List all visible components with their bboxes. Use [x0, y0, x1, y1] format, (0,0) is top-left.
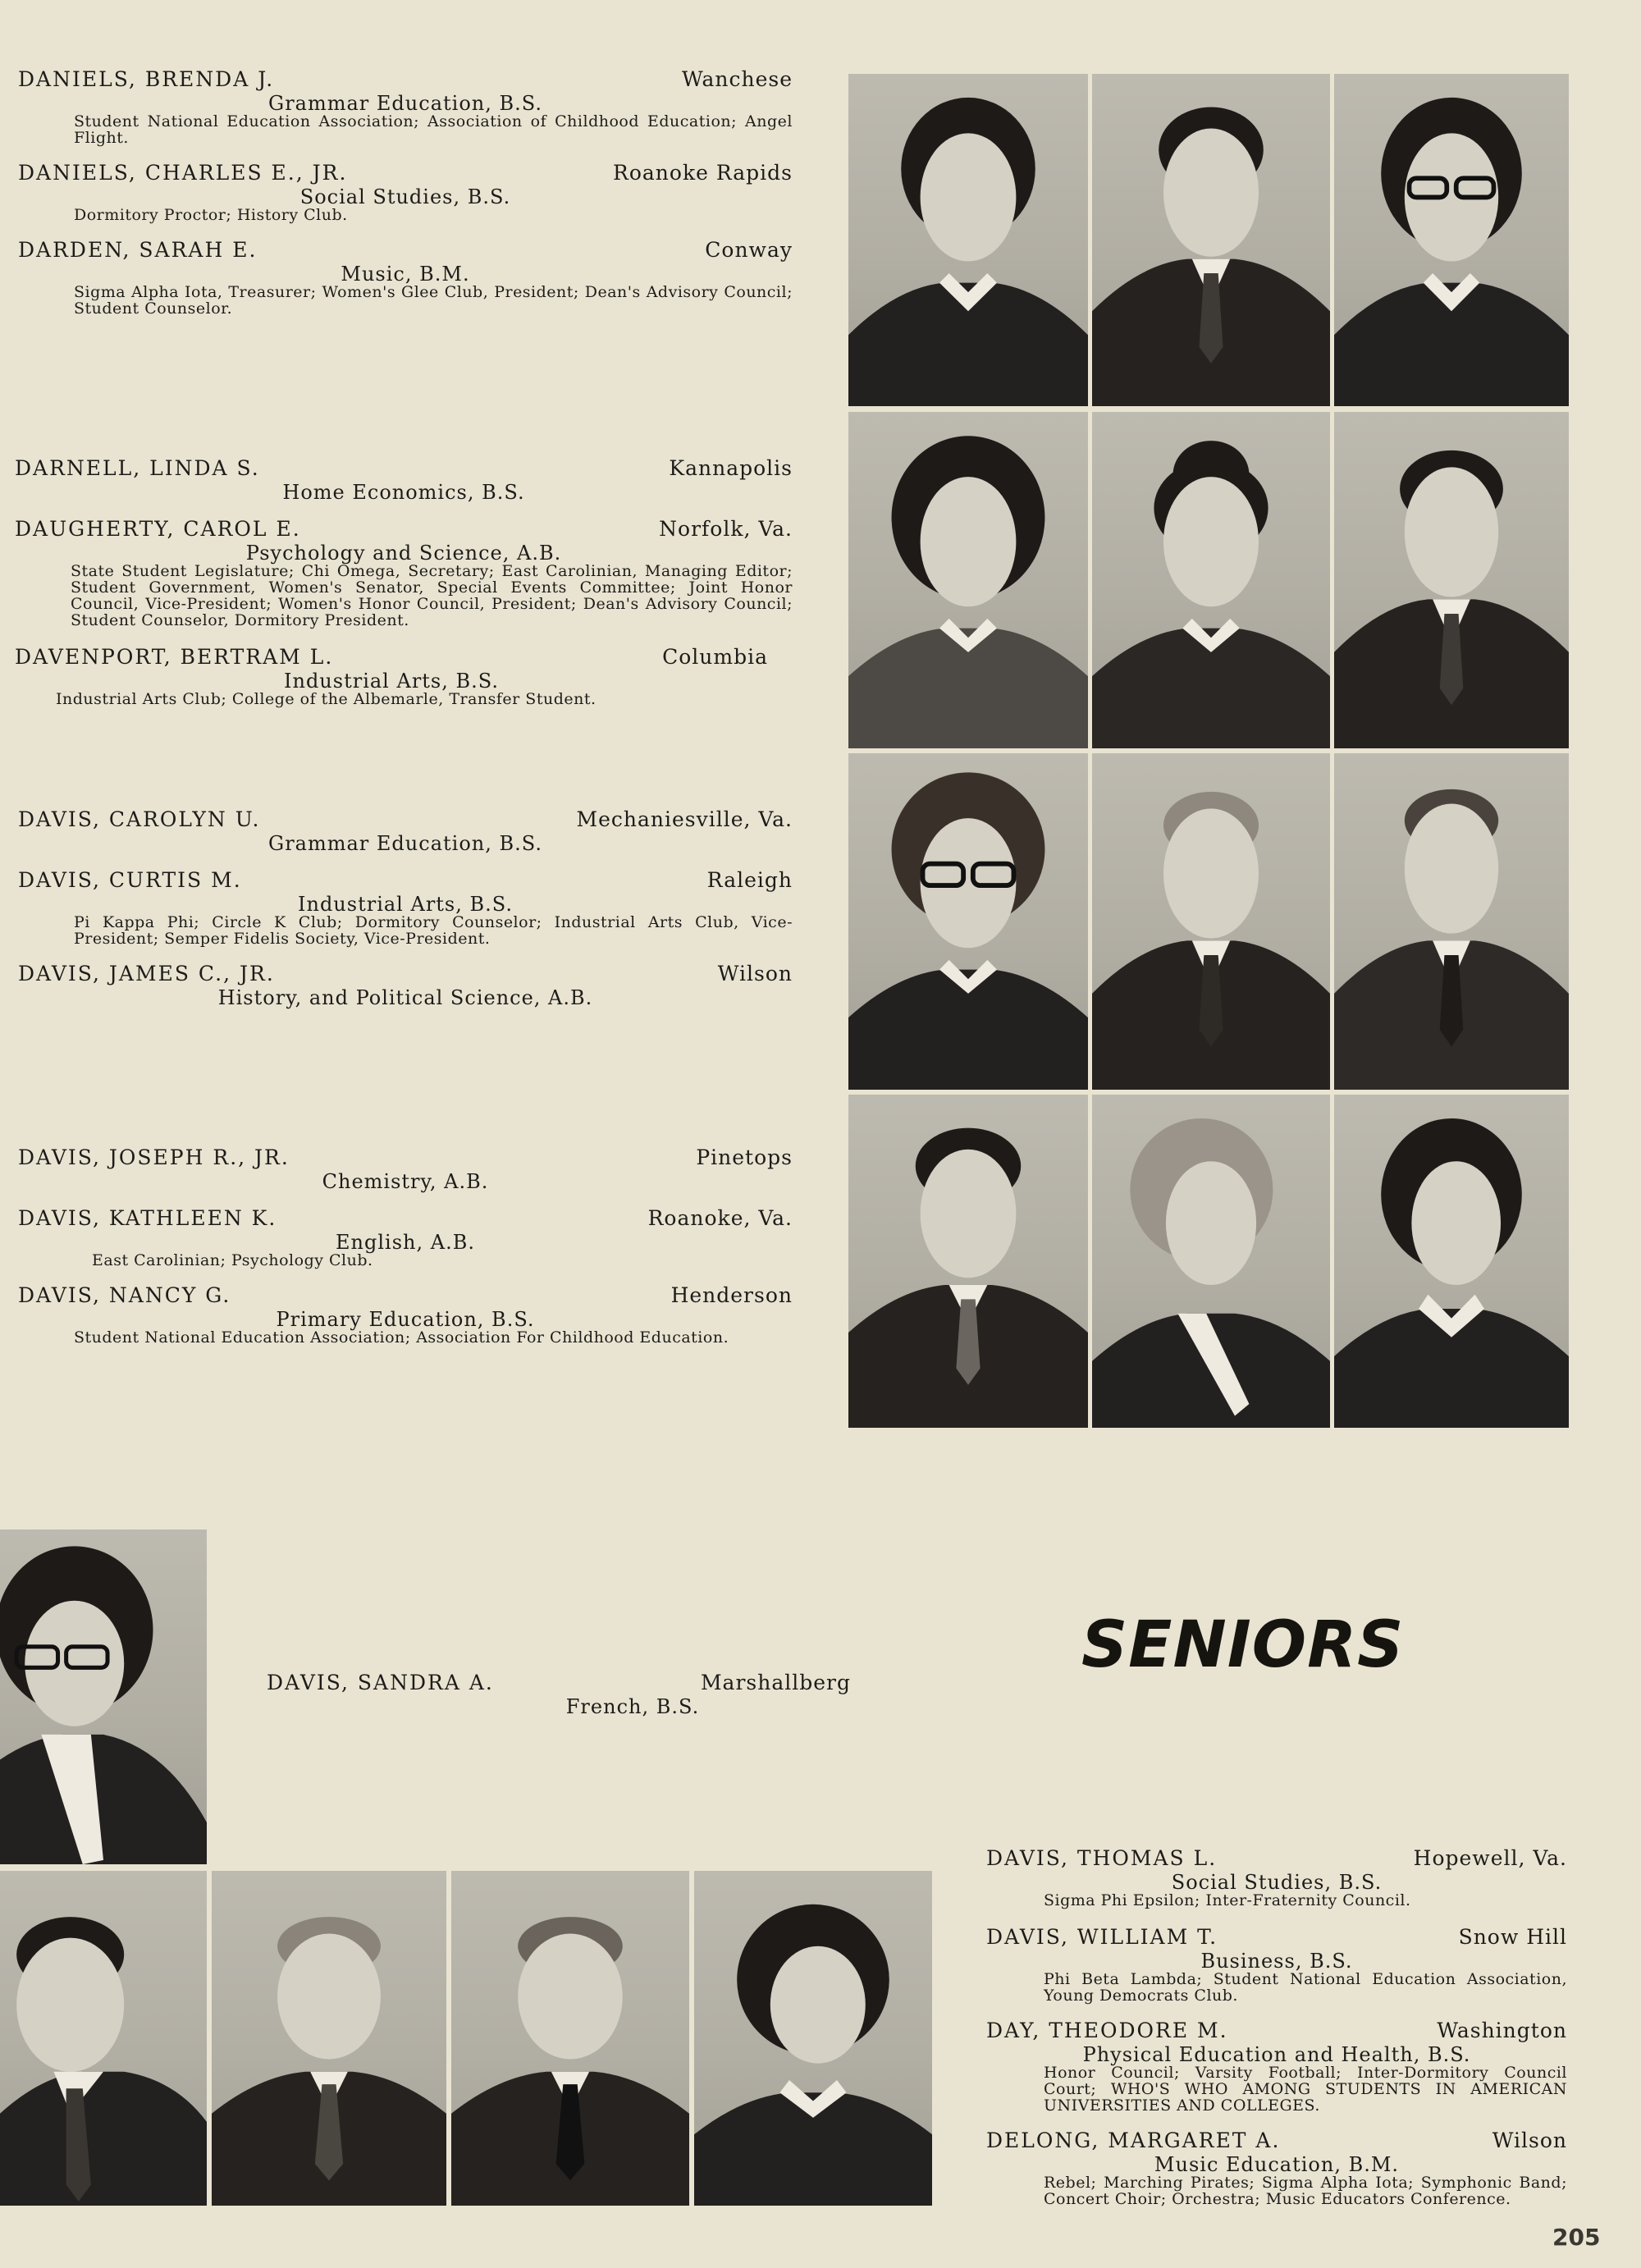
student-name: DANIELS, BRENDA J.	[18, 67, 275, 91]
student-portrait-photo	[0, 1530, 207, 1864]
hometown: Mechaniesville, Va.	[576, 807, 793, 831]
degree: Home Economics, B.S.	[282, 481, 525, 504]
degree: French, B.S.	[565, 1695, 700, 1718]
senior-entry	[15, 645, 768, 711]
student-portrait-photo	[1092, 412, 1330, 748]
hometown: Kannapolis	[669, 456, 793, 480]
hometown: Roanoke, Va.	[647, 1206, 793, 1230]
hometown: Snow Hill	[1458, 1925, 1567, 1949]
senior-entry	[18, 161, 793, 226]
page-title: SENIORS	[1081, 1608, 1405, 1682]
senior-entry	[18, 807, 793, 857]
student-name: DAVIS, CAROLYN U.	[18, 807, 261, 831]
activities: Student National Education Association; Association of Childhood Education; Angel Flight.	[74, 112, 793, 147]
hometown: Washington	[1437, 2019, 1567, 2042]
activities: Pi Kappa Phi; Circle K Club; Dormitory Counselor; Industrial Arts Club, Vice-President; Semper Fidelis Society, Vice-President.	[74, 913, 793, 948]
student-portrait-photo	[1092, 1095, 1330, 1428]
degree: Industrial Arts, B.S.	[284, 670, 499, 693]
degree: Music, B.M.	[341, 263, 470, 286]
activities: Sigma Phi Epsilon; Inter-Fraternity Council.	[1044, 1891, 1411, 1909]
senior-entry	[18, 1206, 793, 1272]
student-name: DELONG, MARGARET A.	[986, 2129, 1281, 2152]
student-portrait-photo	[0, 1871, 207, 2206]
student-name: DAVIS, KATHLEEN K.	[18, 1206, 277, 1230]
senior-entry	[15, 517, 793, 640]
student-portrait-photo	[848, 1095, 1088, 1428]
degree: English, A.B.	[336, 1231, 475, 1254]
student-name: DAY, THEODORE M.	[986, 2019, 1228, 2042]
activities: Phi Beta Lambda; Student National Education Association, Young Democrats Club.	[1044, 1970, 1567, 2005]
student-name: DAVIS, JAMES C., JR.	[18, 962, 275, 985]
hometown: Conway	[705, 238, 793, 262]
degree: Business, B.S.	[1200, 1950, 1353, 1973]
student-name: DAVIS, CURTIS M.	[18, 868, 242, 892]
activities: Honor Council; Varsity Football; Inter-Dormitory Council Court; WHO'S WHO AMONG STUDENTS IN AMERICAN UNIVERSITIES AND COLLEGES.	[1044, 2064, 1567, 2115]
hometown: Raleigh	[706, 868, 793, 892]
senior-entry	[267, 1671, 851, 1720]
degree: Chemistry, A.B.	[322, 1170, 489, 1193]
hometown: Wilson	[717, 962, 793, 985]
student-portrait-photo	[1092, 753, 1330, 1090]
degree: Industrial Arts, B.S.	[298, 893, 513, 916]
student-portrait-photo	[451, 1871, 689, 2206]
student-name: DAVENPORT, BERTRAM L.	[15, 645, 334, 669]
senior-entry	[18, 1145, 793, 1195]
senior-entry	[18, 238, 793, 328]
student-portrait-photo	[1334, 412, 1569, 748]
degree: Music Education, B.M.	[1154, 2153, 1400, 2176]
student-name: DAVIS, WILLIAM T.	[986, 1925, 1218, 1949]
hometown: Roanoke Rapids	[613, 161, 793, 185]
degree: Grammar Education, B.S.	[268, 92, 542, 115]
student-name: DARNELL, LINDA S.	[15, 456, 260, 480]
hometown: Henderson	[670, 1283, 793, 1307]
degree: Physical Education and Health, B.S.	[1082, 2043, 1471, 2066]
degree: Primary Education, B.S.	[276, 1308, 535, 1331]
hometown: Wilson	[1492, 2129, 1567, 2152]
activities: Sigma Alpha Iota, Treasurer; Women's Glee Club, President; Dean's Advisory Council; Student Counselor.	[74, 283, 793, 318]
degree: Psychology and Science, A.B.	[245, 542, 562, 565]
student-name: DAUGHERTY, CAROL E.	[15, 517, 301, 541]
senior-entry	[18, 962, 793, 1011]
hometown: Wanchese	[681, 67, 793, 91]
activities: Student National Education Association; Association For Childhood Education.	[74, 1328, 729, 1347]
senior-entry	[986, 2019, 1567, 2117]
degree: Social Studies, B.S.	[299, 185, 511, 208]
student-name: DANIELS, CHARLES E., JR.	[18, 161, 348, 185]
senior-entry	[18, 1283, 793, 1349]
degree: History, and Political Science, A.B.	[217, 986, 593, 1009]
senior-entry	[18, 868, 793, 950]
student-portrait-photo	[848, 753, 1088, 1090]
student-name: DARDEN, SARAH E.	[18, 238, 258, 262]
hometown: Pinetops	[696, 1145, 793, 1169]
student-portrait-photo	[1334, 74, 1569, 406]
student-name: DAVIS, JOSEPH R., JR.	[18, 1145, 290, 1169]
student-name: DAVIS, THOMAS L.	[986, 1846, 1218, 1870]
senior-entry	[986, 1925, 1567, 2007]
hometown: Hopewell, Va.	[1413, 1846, 1567, 1870]
hometown: Columbia	[662, 645, 768, 669]
student-name: DAVIS, SANDRA A.	[267, 1671, 494, 1694]
activities: East Carolinian; Psychology Club.	[92, 1251, 373, 1269]
student-portrait-photo	[1092, 74, 1330, 406]
student-name: DAVIS, NANCY G.	[18, 1283, 231, 1307]
hometown: Norfolk, Va.	[659, 517, 793, 541]
degree: Social Studies, B.S.	[1171, 1871, 1383, 1894]
senior-entry	[986, 2129, 1567, 2211]
activities: State Student Legislature; Chi Omega, Secretary; East Carolinian, Managing Editor; Student Government, Women's Senator, Special Events Committee; Joint Honor Council, Vice-President; Women's Honor Council, President; Dean's Advisory Council; Student Counselor, Dormitory President.	[71, 562, 793, 629]
hometown: Marshallberg	[700, 1671, 851, 1694]
activities: Rebel; Marching Pirates; Sigma Alpha Iota; Symphonic Band; Concert Choir; Orchestra; Music Educators Conference.	[1044, 2174, 1567, 2208]
activities: Industrial Arts Club; College of the Albemarle, Transfer Student.	[56, 690, 597, 708]
degree: Grammar Education, B.S.	[268, 832, 542, 855]
student-portrait-photo	[848, 412, 1088, 748]
senior-entry	[15, 456, 793, 505]
senior-entry	[18, 67, 793, 156]
student-portrait-photo	[212, 1871, 446, 2206]
student-portrait-photo	[1334, 753, 1569, 1090]
student-portrait-photo	[848, 74, 1088, 406]
student-portrait-photo	[694, 1871, 932, 2206]
page-number: 205	[1552, 2224, 1601, 2251]
student-portrait-photo	[1334, 1095, 1569, 1428]
activities: Dormitory Proctor; History Club.	[74, 206, 348, 224]
senior-entry	[986, 1846, 1567, 1912]
